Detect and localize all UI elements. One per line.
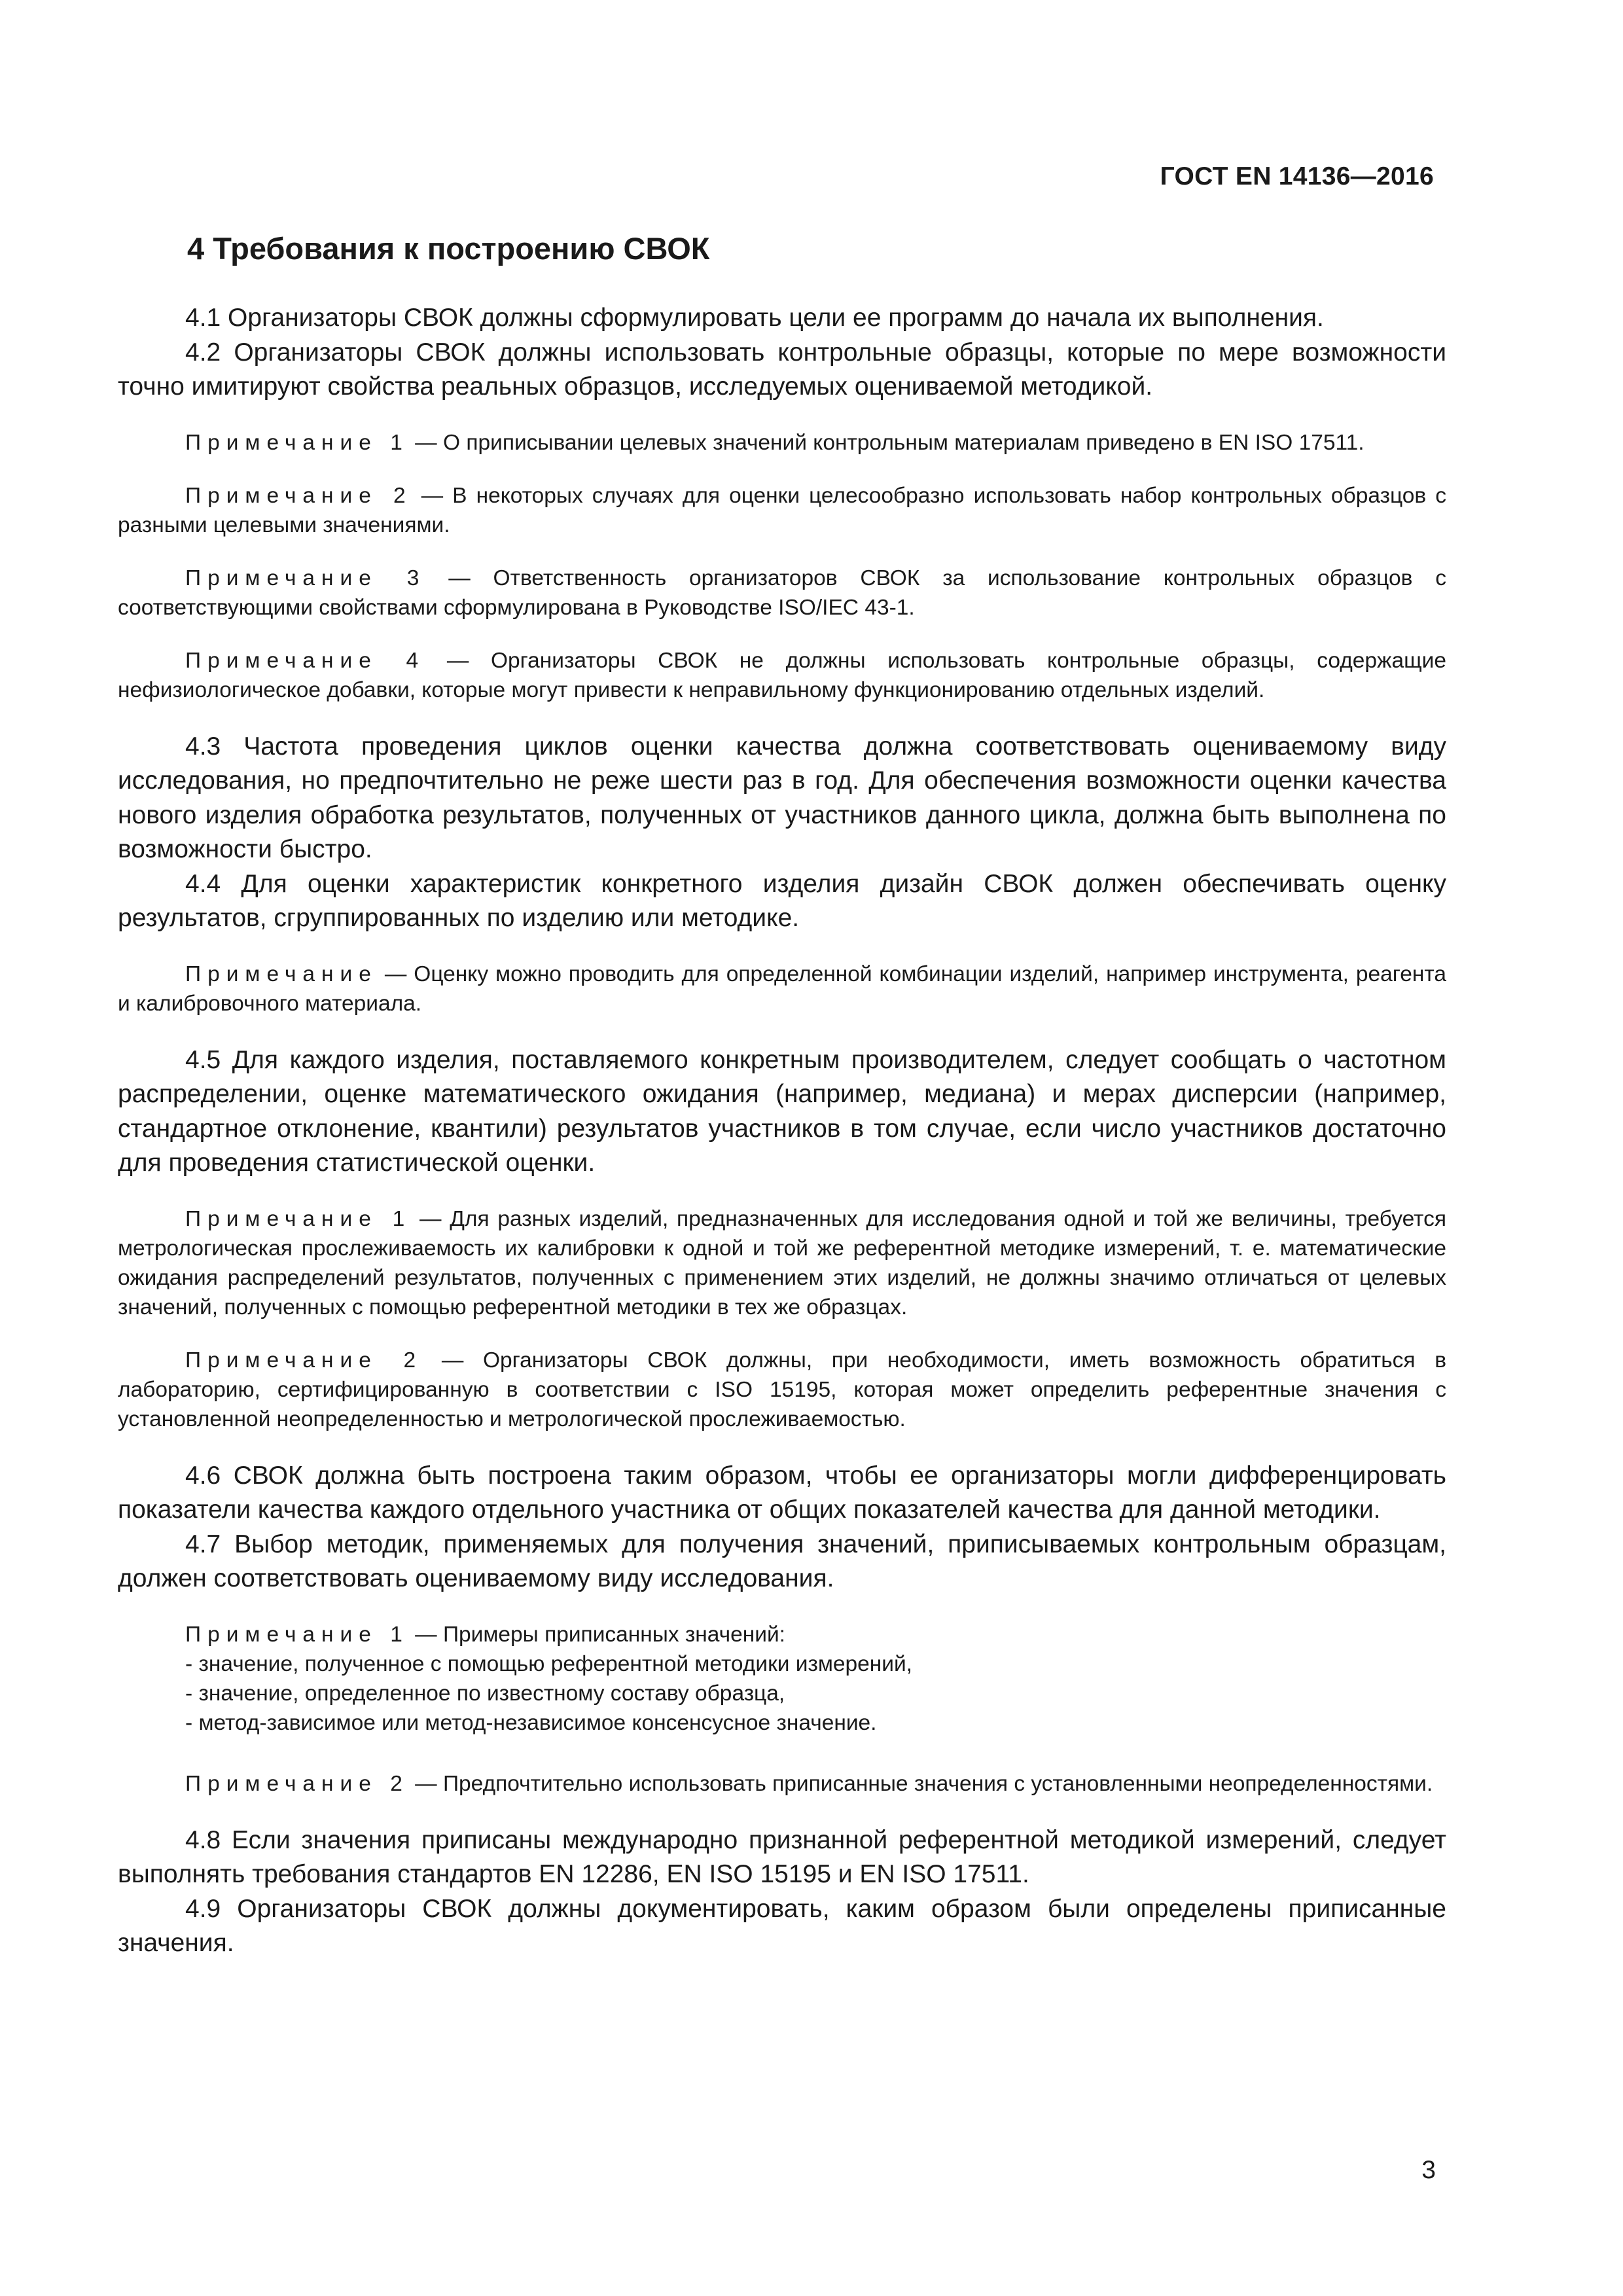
note-text: — Организаторы СВОК должны, при необходимости, иметь возможность обратиться в лабораторию, сертифицированную в соответствии с ISO 15195, которая может определить референтные значения с установленной неопределенностью и метрологической прослеживаемостью. (118, 1348, 1447, 1431)
note-label: Примечание 1 (185, 1206, 412, 1231)
note-label: Примечание 1 (185, 430, 409, 455)
note-4-2-3 (118, 564, 1446, 622)
note-text: — Организаторы СВОК не должны использовать контрольные образцы, содержащие нефизиологическое добавки, которые могут привести к неправильному функционированию отдельных изделий. (118, 648, 1446, 702)
note-text: — В некоторых случаях для оценки целесообразно использовать набор контрольных образцов с разными целевыми значениями. (118, 483, 1446, 537)
note-text: — Примеры приписанных значений: (415, 1622, 785, 1647)
note-label: Примечание 4 (185, 648, 425, 673)
document-body (118, 301, 1446, 1961)
note-text: — О приписывании целевых значений контрольным материалам приведено в EN ISO 17511. (415, 430, 1364, 455)
note-4-4 (118, 960, 1446, 1018)
clause-4-3: 4.3 Частота проведения циклов оценки качества должна соответствовать оцениваемому виду исследования, но предпочтительно не реже шести раз в год. Для обеспечения возможности оценки качества нового изделия обработка результатов, полученных от участников данного цикла, должна быть выполнена по возможности быстро. (118, 732, 1446, 863)
clause-4-2: 4.2 Организаторы СВОК должны использовать контрольные образцы, которые по мере возможности точно имитируют свойства реальных образцов, исследуемых оцениваемой методикой. (118, 338, 1446, 401)
list-item: - значение, определенное по известному составу образца, (185, 1681, 785, 1706)
note-label: Примечание (185, 961, 378, 986)
clause-4-6: 4.6 СВОК должна быть построена таким образом, чтобы ее организаторы могли дифференцировать показатели качества каждого отдельного участника от общих показателей качества для данной методики. (118, 1461, 1446, 1524)
clause-4-8: 4.8 Если значения приписаны международно признанной референтной методикой измерений, следует выполнять требования стандартов EN 12286, EN ISO 15195 и EN ISO 17511. (118, 1825, 1446, 1888)
note-4-5-2 (118, 1346, 1446, 1434)
list-item: - значение, полученное с помощью референтной методики измерений, (185, 1651, 912, 1676)
clause-4-9: 4.9 Организаторы СВОК должны документировать, каким образом были определены приписанные значения. (118, 1894, 1446, 1957)
page-number: 3 (1421, 2156, 1436, 2184)
note-4-5-1 (118, 1204, 1446, 1322)
note-4-2-2 (118, 481, 1446, 540)
note-4-2-4 (118, 646, 1446, 705)
clause-4-4: 4.4 Для оценки характеристик конкретного изделия дизайн СВОК должен обеспечивать оценку результатов, сгруппированных по изделию или методике. (118, 869, 1446, 932)
note-text: — Предпочтительно использовать приписанные значения с установленными неопределенностями. (415, 1771, 1433, 1796)
list-item: - метод-зависимое или метод-независимое консенсусное значение. (185, 1710, 877, 1735)
clause-4-7: 4.7 Выбор методик, применяемых для получения значений, приписываемых контрольным образцам, должен соответствовать оцениваемому виду исследования. (118, 1530, 1446, 1592)
note-text: — Для разных изделий, предназначенных для исследования одной и той же величины, требуется метрологическая прослеживаемость их калибровки к одной и той же референтной методике измерений, т. е. математические ожидания распределений результатов, полученных с применением этих изделий, не должны значимо отличаться от целевых значений, полученных с помощью референтной методики в тех же образцах. (118, 1206, 1446, 1319)
section-heading: 4 Требования к построению СВОК (187, 231, 710, 266)
note-text: — Ответственность организаторов СВОК за использование контрольных образцов с соответствующими свойствами сформулирована в Руководстве ISO/IEC 43-1. (118, 565, 1446, 620)
note-text: — Оценку можно проводить для определенной комбинации изделий, например инструмента, реагента и калибровочного материала. (118, 961, 1446, 1016)
clause-4-5: 4.5 Для каждого изделия, поставляемого конкретным производителем, следует сообщать о частотном распределении, оценке математического ожидания (например, медиана) и мерах дисперсии (например, стандартное отклонение, квантили) результатов участников в том случае, если число участников достаточно для проведения статистической оценки. (118, 1045, 1446, 1177)
note-label: Примечание 2 (185, 483, 412, 508)
note-4-2-1 (118, 428, 1446, 457)
note-4-7-2 (118, 1769, 1446, 1799)
document-code-header: ГОСТ EN 14136—2016 (1160, 162, 1434, 190)
assigned-values-list (118, 1649, 1446, 1738)
note-label: Примечание 3 (185, 565, 426, 590)
note-label: Примечание 2 (185, 1771, 409, 1796)
clause-4-1: 4.1 Организаторы СВОК должны сформулировать цели ее программ до начала их выполнения. (185, 304, 1324, 332)
note-label: Примечание 1 (185, 1622, 409, 1647)
note-4-7-1 (118, 1620, 1446, 1649)
note-label: Примечание 2 (185, 1348, 423, 1372)
